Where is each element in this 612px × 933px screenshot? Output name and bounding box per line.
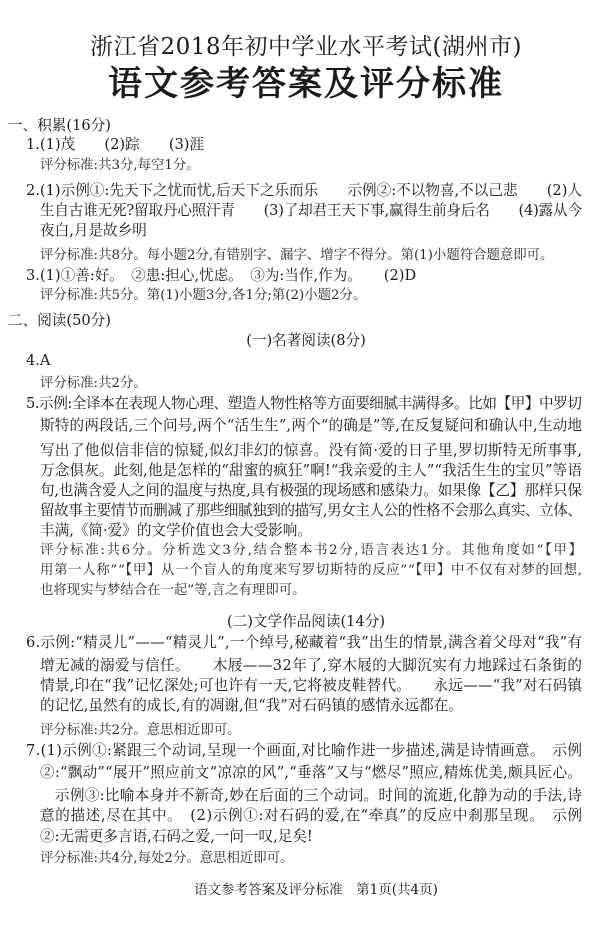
answer-q5-line: 句,也满含爱人之间的温度与热度,具有极强的现场感和感染力。如果像【乙】那样只保 [40, 482, 582, 499]
grading-q5-line: 评分标准:共6分。分析选文3分,结合整本书2分,语言表达1分。其他角度如“【甲】 [40, 543, 584, 558]
answer-q3: 3.(1)①善:好。 ②患:担心,忧虑。 ③为:当作,作为。 (2)D [26, 267, 417, 284]
answer-q5-line: 留故事主要情节而删减了那些细腻独到的描写,男女主人公的性格不会那么真实、立体、 [40, 502, 582, 519]
grading-q5-line: 也将现实与梦结合在一起”等,言之有理即可。 [40, 583, 306, 598]
grading-q3: 评分标准:共5分。第(1)小题3分,各1分;第(2)小题2分。 [40, 288, 367, 303]
answer-q4: 4.A [26, 352, 51, 369]
subsection-heading-literature: (二)文学作品阅读(14分) [226, 613, 386, 630]
grading-q4: 评分标准:共2分。 [40, 376, 147, 391]
grading-q1: 评分标准:共3分,每空1分。 [40, 158, 200, 173]
document-subtitle: 语文参考答案及评分标准 [108, 64, 504, 104]
answer-q5-line: 丰满,《简·爱》的文学价值也会大受影响。 [40, 522, 312, 539]
answer-q2-line: 生自古谁无死?留取丹心照汗青 (3)了却君王天下事,赢得生前身后名 (4)露从今 [40, 202, 582, 219]
answer-q5-line: 5.示例:全译本在表现人物心理、塑造人物性格等方面要细腻丰满得多。比如【甲】中罗切 [26, 395, 582, 412]
answer-q5-line: 斯特的两段话,三个问号,两个“活生生”,两个“的确是”等,在反复疑问和确认中,生动地 [40, 417, 583, 434]
answer-q5-line: 万念俱灰。此刻,他是怎样的“甜蜜的疯狂”啊!“我亲爱的主人”“我活生生的宝贝”等语 [40, 462, 583, 479]
answer-q6-line: 的记忆,虽然有的成长,有的凋谢,但“我”对石码镇的感情永远都在。 [40, 697, 463, 714]
answer-q7-line: 7.(1)示例①:紧跟三个动词,呈现一个画面,对比喻作进一步描述,满是诗情画意。 示例 [26, 742, 583, 759]
answer-q2-line: 2.(1)示例①:先天下之忧而忧,后天下之乐而乐 示例②:不以物喜,不以己悲 (2)人 [26, 182, 582, 199]
grading-q6: 评分标准:共2分。意思相近即可。 [40, 723, 241, 738]
answer-q6-line: 增无减的溺爱与信任。 木屐——32年了,穿木屐的大脚沉实有力地踩过石条街的 [40, 657, 583, 674]
answer-q7-line: ②:“飘动”“展开”照应前文“凉凉的风”,“垂落”又与“燃尽”照应,精炼优美,颇具匠心。 [40, 764, 583, 781]
page-footer: 语文参考答案及评分标准 第1页(共4页) [194, 882, 438, 898]
answer-q6-line: 6.示例:“精灵儿”——“精灵儿”,一个绰号,秘藏着“我”出生的情景,满含着父母对“我”有 [26, 634, 583, 651]
section-heading-accumulation: 一、积累(16分) [8, 117, 111, 134]
grading-q7: 评分标准:共4分,每处2分。意思相近即可。 [40, 851, 294, 866]
answer-q2-line: 夜白,月是故乡明 [40, 222, 147, 239]
answer-q5-line: 写出了他似信非信的惊疑,似幻非幻的惊喜。没有简·爱的日子里,罗切斯特无所事事, [40, 442, 583, 459]
answer-q7-line: ②:无需更多言语,石码之爱,一问一叹,足矣! [40, 828, 313, 845]
document-title: 浙江省2018年初中学业水平考试(湖州市) [90, 34, 522, 60]
grading-q2: 评分标准:共8分。每小题2分,有错别字、漏字、增字不得分。第(1)小题符合题意即可。 [40, 248, 554, 263]
answer-q6-line: 情景,印在“我”记忆深处;可也许有一天,它将被皮鞋替代。 永远——“我”对石码镇 [40, 677, 583, 694]
grading-q5-line: 用第一人称”“【甲】从一个盲人的角度来写罗切斯特的反应”“【甲】中不仅有对梦的回想, [40, 563, 583, 578]
answer-q7-line: 示例③:比喻本身并不新奇,妙在后面的三个动词。时间的流逝,化静为动的手法,诗 [40, 787, 583, 804]
answer-q1: 1.(1)茂 (2)踪 (3)涯 [26, 136, 205, 153]
subsection-heading-classics: (一)名著阅读(8分) [246, 332, 366, 349]
answer-q7-line: 意的描述,尽在其中。 (2)示例①:对石码的爱,在“牵真”的反应中刹那呈现。 示例 [40, 807, 583, 824]
section-heading-reading: 二、阅读(50分) [8, 312, 111, 329]
